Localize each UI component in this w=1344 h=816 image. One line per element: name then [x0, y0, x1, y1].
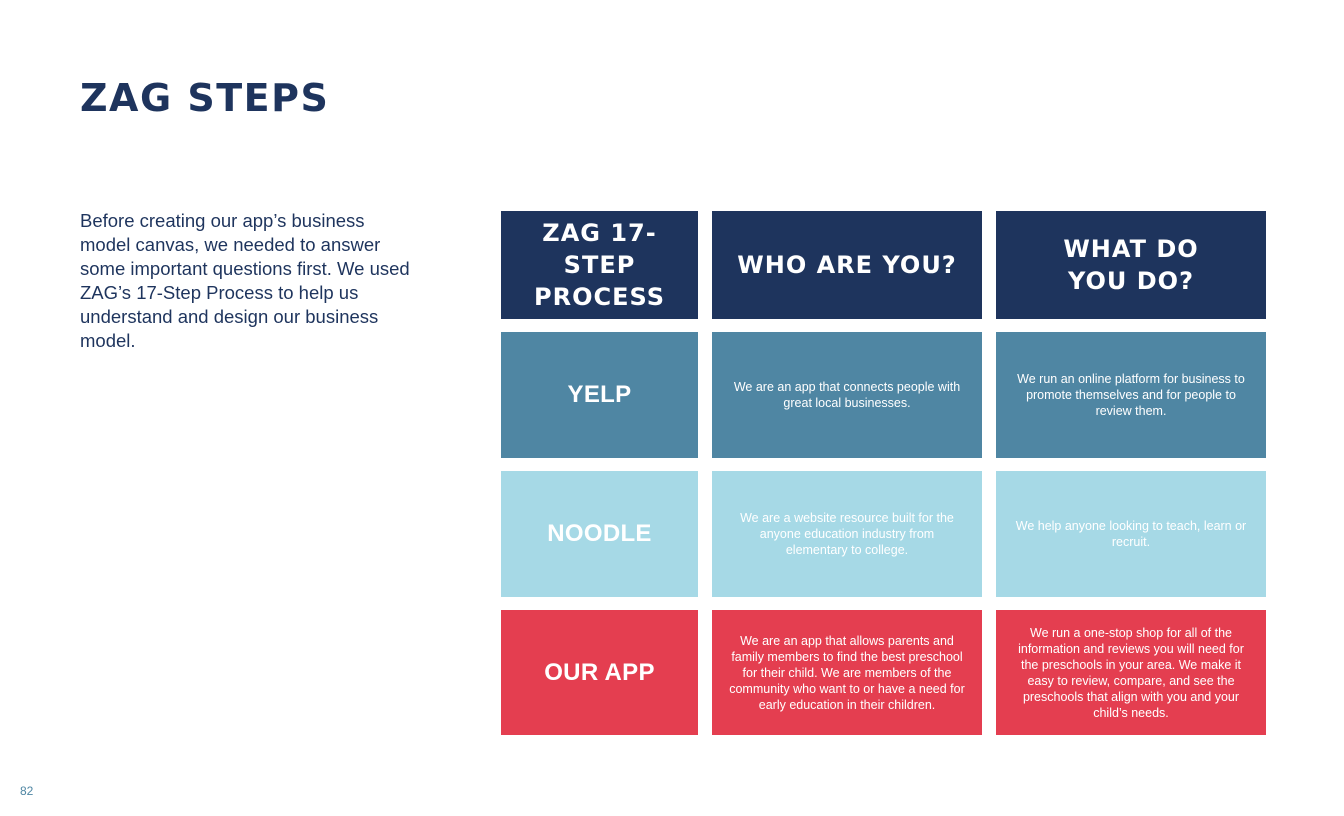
yelp-what-text: We run an online platform for business to promote themselves and for people to review them.	[1017, 372, 1245, 418]
zag-steps-table	[501, 211, 1266, 735]
intro-paragraph: Before creating our app’s business model canvas, we needed to answer some important questions first. We used ZAG’s 17-Step Process to help us understand and design our business model.	[80, 210, 410, 351]
row-label-noodle: NOODLE	[501, 471, 698, 597]
yelp-what-cell	[996, 332, 1266, 458]
header-process	[501, 211, 698, 319]
row-label-yelp: YELP	[501, 332, 698, 458]
our-app-what-text: We run a one-stop shop for all of the information and reviews you will need for the preschools in your area. We make it easy to review, compare, and see the preschools that align with you and your child’s needs.	[1018, 625, 1244, 720]
noodle-who-text: We are a website resource built for the anyone education industry from elementary to college.	[740, 511, 954, 557]
our-app-what-cell	[996, 610, 1266, 735]
header-who	[712, 211, 982, 319]
row-label-our-app: OUR APP	[501, 610, 698, 735]
header-who-label: WHO ARE YOU?	[737, 251, 957, 279]
page-title: ZAG STEPS	[80, 76, 330, 120]
noodle-what-text: We help anyone looking to teach, learn or recruit.	[1015, 519, 1247, 549]
page-number: 82	[20, 784, 34, 798]
yelp-who-text: We are an app that connects people with great local businesses.	[733, 380, 961, 410]
our-app-who-cell	[712, 610, 982, 735]
yelp-who-cell	[712, 332, 982, 458]
our-app-who-text: We are an app that allows parents and family members to find the best preschool for their child. We are members of the community who want to or have a need for early education in their children.	[729, 633, 965, 712]
header-what-label: WHAT DO YOU DO?	[1063, 235, 1199, 295]
noodle-what-cell	[996, 471, 1266, 597]
noodle-who-cell	[712, 471, 982, 597]
header-what	[996, 211, 1266, 319]
header-process-label: ZAG 17-STEP PROCESS	[534, 219, 665, 311]
